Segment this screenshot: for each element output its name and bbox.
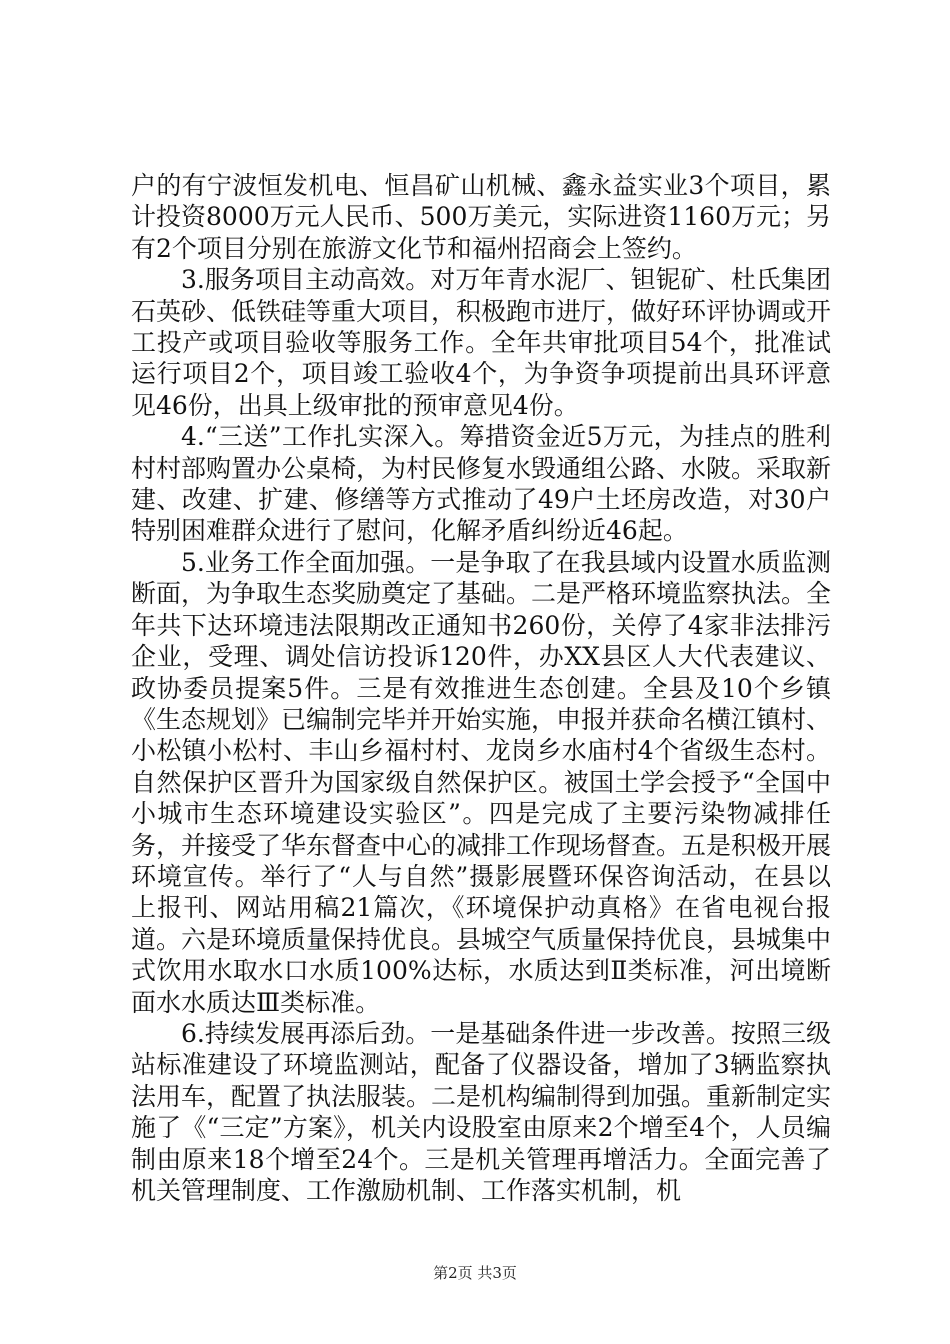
paragraph-three-sends: 4.“三送”工作扎实深入。筹措资金近5万元，为挂点的胜利村村部购置办公桌椅，为村民修复水毁通组公路、水陂。采取新建、改建、扩建、修缮等方式推动了49户土坯房改造，对30户特别困难群众进行了慰问，化解矛盾纠纷近46起。 [131,422,832,546]
paragraph-service-projects: 3.服务项目主动高效。对万年青水泥厂、钽铌矿、杜氏集团石英砂、低铁硅等重大项目，积极跑市进厅，做好环评协调或开工投产或项目验收等服务工作。全年共审批项目54个，批准试运行项目2个，项目竣工验收4个，为争资争项提前出具环评意见46份，出具上级审批的预审意见4份。 [131,265,832,420]
paragraph-continuation: 户的有宁波恒发机电、恒昌矿山机械、鑫永益实业3个项目，累计投资8000万元人民币、500万美元，实际进资1160万元；另有2个项目分别在旅游文化节和福州招商会上签约。 [131,171,831,263]
document-body [131,170,831,1206]
paragraph-business-work: 5.业务工作全面加强。一是争取了在我县域内设置水质监测断面，为争取生态奖励奠定了基础。二是严格环境监察执法。全年共下达环境违法限期改正通知书260份，关停了4家非法排污企业，受理、调处信访投诉120件，办XX县区人大代表建议、政协委员提案5件。三是有效推进生态创建。全县及10个乡镇《生态规划》已编制完毕并开始实施，申报并获命名横江镇村、小松镇小松村、丰山乡福村村、龙岗乡水庙村4个省级生态村。自然保护区晋升为国家级自然保护区。被国土学会授予“全国中小城市生态环境建设实验区”。四是完成了主要污染物减排任务，并接受了华东督查中心的减排工作现场督查。五是积极开展环境宣传。举行了“人与自然”摄影展暨环保咨询活动，在县以上报刊、网站用稿21篇次，《环境保护动真格》在省电视台报道。六是环境质量保持优良。县城空气质量保持优良，县城集中式饮用水取水口水质100%达标，水质达到Ⅱ类标准，河出境断面水水质达Ⅲ类标准。 [131,547,832,1017]
page-number-footer: 第2页 共3页 [433,1264,517,1282]
paragraph-sustainable-development: 6.持续发展再添后劲。一是基础条件进一步改善。按照三级站标准建设了环境监测站，配备了仪器设备，增加了3辆监察执法用车，配置了执法服装。二是机构编制得到加强。重新制定实施了《“三定”方案》，机关内设股室由原来2个增至4个，人员编制由原来18个增至24个。三是机关管理再增活力。全面完善了机关管理制度、工作激励机制、工作落实机制，机 [131,1018,832,1205]
